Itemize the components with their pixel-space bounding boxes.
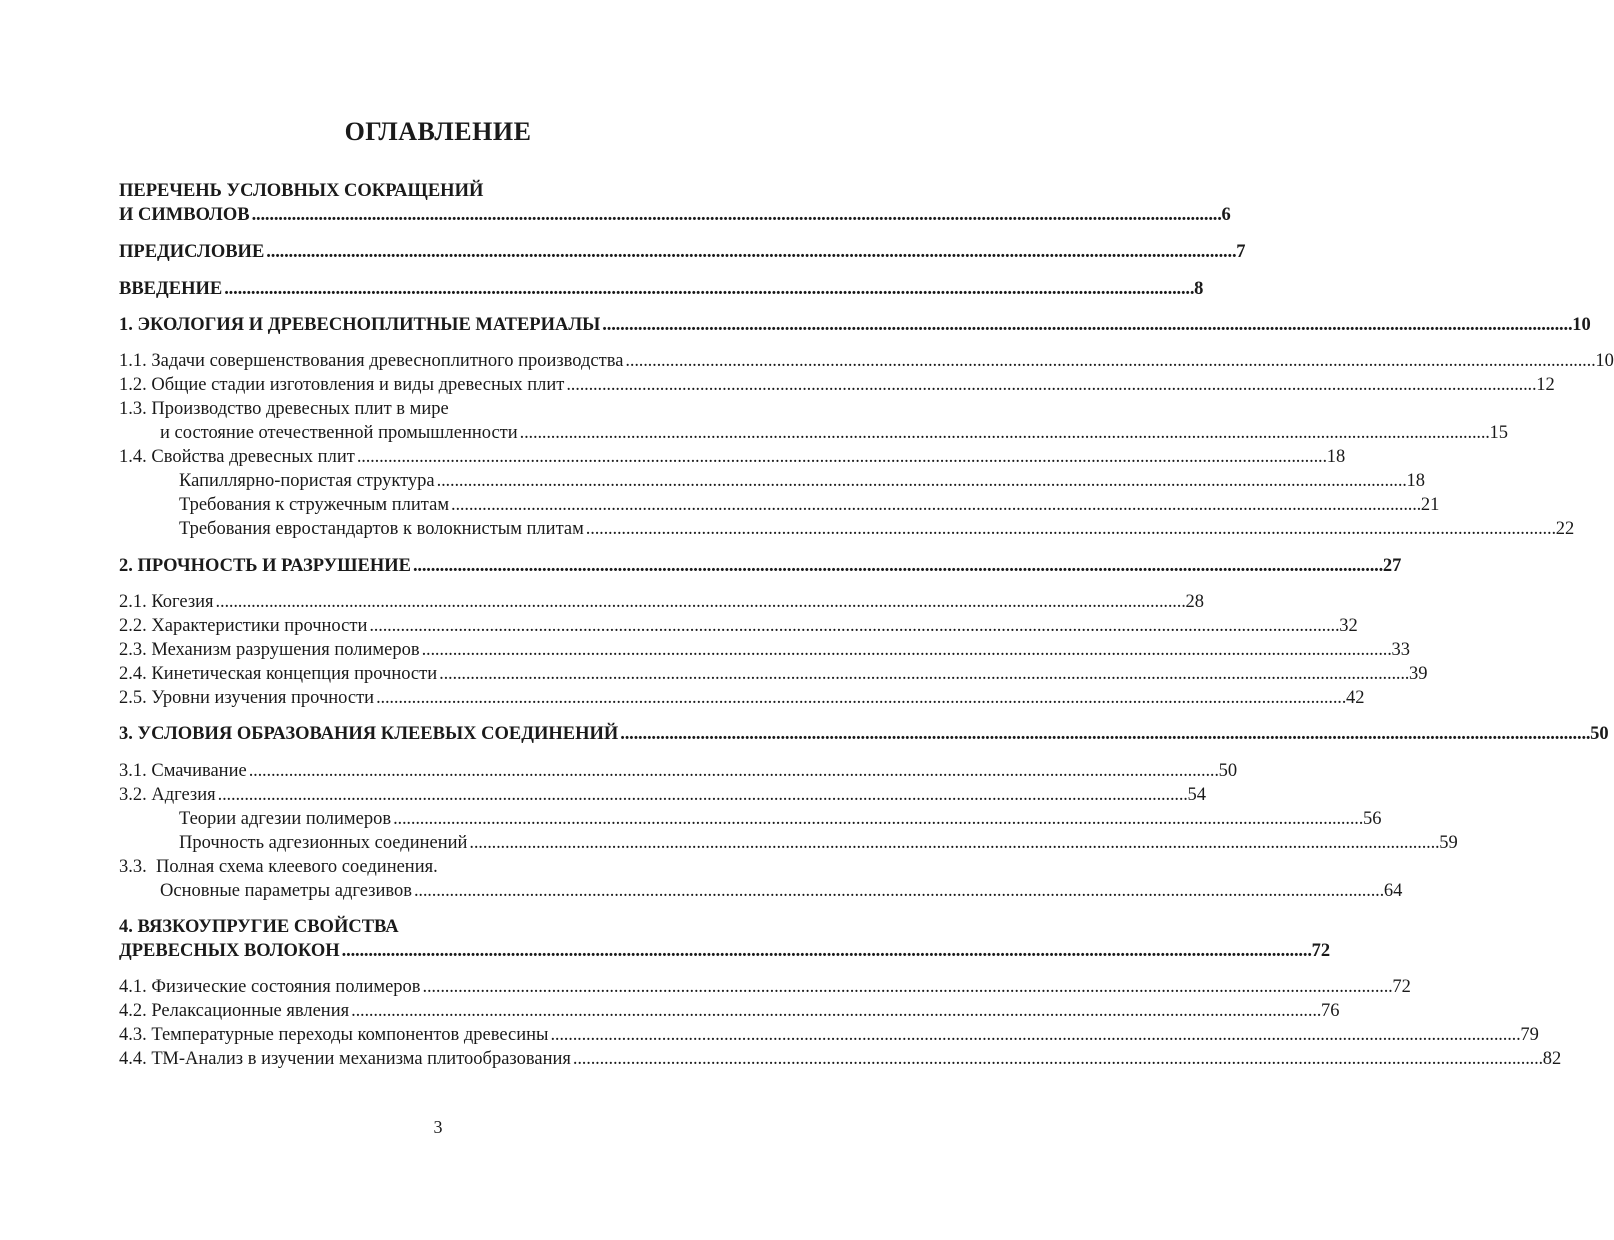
dot-leader [249,759,1217,783]
dot-leader [266,240,1234,264]
toc-page-number: 18 [1406,471,1426,491]
toc-page-number: 56 [1362,809,1382,829]
toc-page-number: 72 [1311,941,1331,961]
toc-entry-label: 2.3. Механизм разрушения полимеров [119,640,420,660]
toc-entry-label: 3. УСЛОВИЯ ОБРАЗОВАНИЯ КЛЕЕВЫХ СОЕДИНЕНИЙ [119,724,619,744]
dot-leader [414,879,1382,903]
toc-abbrev-entry[interactable] [119,203,1231,227]
dot-leader [520,421,1488,445]
dot-leader [550,1023,1518,1047]
toc-entry-label: 2.1. Когезия [119,592,214,612]
toc-entry-label: и состояние отечественной промышленности [160,423,518,443]
toc-entry-label: Требования к стружечным плитам [179,495,450,515]
toc-page-number: 59 [1439,833,1458,853]
toc-page-number: 64 [1383,881,1403,901]
toc-page-number: 8 [1194,279,1204,299]
toc-entry-label: 1.4. Свойства древесных плит [119,447,355,467]
toc-section-2-4[interactable] [119,662,1428,686]
toc-entry-label: 3.1. Смачивание [119,761,247,781]
toc-subsection-3-2-b[interactable] [179,831,1458,855]
dot-leader [357,445,1325,469]
toc-page-number: 10 [1595,351,1614,371]
toc-section-4-1[interactable] [119,975,1411,999]
toc-entry-label: Основные параметры адгезивов [160,881,412,901]
page-title: ОГЛАВЛЕНИЕ [344,117,532,146]
toc-page-number: 22 [1555,519,1575,539]
toc-page-number: 79 [1520,1025,1539,1045]
toc-entry-label: 4.1. Физические состояния полимеров [119,977,421,997]
dot-leader [586,517,1554,541]
toc-section-3-3-line1[interactable]: 3.3. Полная схема клеевого соединения. [119,857,438,877]
toc-section-4-2[interactable] [119,999,1340,1023]
dot-leader [573,1047,1541,1071]
toc-entry-label: 2. ПРОЧНОСТЬ И РАЗРУШЕНИЕ [119,556,411,576]
dot-leader [413,554,1381,578]
dot-leader [451,493,1419,517]
toc-section-4-4[interactable] [119,1047,1562,1071]
toc-entry-label: 1.2. Общие стадии изготовления и виды древесных плит [119,375,565,395]
page-number: 3 [433,1117,443,1137]
toc-entry-label: Капиллярно-пористая структура [179,471,435,491]
dot-leader [437,469,1405,493]
toc-subsection-3-2-a[interactable] [179,807,1382,831]
toc-page-number: 6 [1221,205,1231,225]
toc-page-number: 39 [1409,664,1428,684]
toc-entry-label: ПРЕДИСЛОВИЕ [119,242,265,262]
toc-page-number: 50 [1590,724,1609,744]
toc-entry-label: И СИМВОЛОВ [119,205,250,225]
dot-leader [625,349,1593,373]
toc-page-number: 33 [1391,640,1410,660]
toc-section-3-2[interactable] [119,783,1207,807]
toc-abbrev-line1[interactable]: ПЕРЕЧЕНЬ УСЛОВНЫХ СОКРАЩЕНИЙ [119,181,484,201]
dot-leader [342,939,1310,963]
toc-chapter-1-entry[interactable] [119,313,1591,337]
toc-preface-entry[interactable] [119,240,1246,264]
dot-leader [422,638,1390,662]
toc-subsection-1-4-a[interactable] [179,469,1426,493]
toc-entry-label: 2.2. Характеристики прочности [119,616,368,636]
toc-page-number: 12 [1536,375,1555,395]
dot-leader [218,783,1186,807]
toc-entry-label: 1. ЭКОЛОГИЯ И ДРЕВЕСНОПЛИТНЫЕ МАТЕРИАЛЫ [119,315,601,335]
toc-page-number: 18 [1326,447,1346,467]
toc-entry-label: ДРЕВЕСНЫХ ВОЛОКОН [119,941,340,961]
toc-section-1-3-line1[interactable]: 1.3. Производство древесных плит в мире [119,399,449,419]
toc-section-2-2[interactable] [119,614,1358,638]
toc-entry-label: Требования евростандартов к волокнистым плитам [179,519,584,539]
toc-section-2-3[interactable] [119,638,1410,662]
toc-section-1-1[interactable] [119,349,1614,373]
toc-section-3-3[interactable] [160,879,1403,903]
toc-entry-label: 4.3. Температурные переходы компонентов древесины [119,1025,549,1045]
toc-page-number: 72 [1392,977,1411,997]
toc-page-number: 42 [1345,688,1365,708]
toc-page-number: 15 [1489,423,1509,443]
toc-entry-label: 4.4. ТМ-Анализ в изучении механизма плитообразования [119,1049,571,1069]
dot-leader [439,662,1407,686]
toc-section-2-1[interactable] [119,590,1204,614]
dot-leader [566,373,1534,397]
toc-subsection-1-4-c[interactable] [179,517,1575,541]
toc-page-number: 54 [1187,785,1207,805]
toc-section-3-1[interactable] [119,759,1238,783]
dot-leader [469,831,1437,855]
toc-entry-label: ВВЕДЕНИЕ [119,279,223,299]
toc-subsection-1-4-b[interactable] [179,493,1440,517]
toc-section-1-4[interactable] [119,445,1346,469]
toc-entry-label: 4.2. Релаксационные явления [119,1001,350,1021]
toc-page-number: 82 [1542,1049,1562,1069]
toc-entry-label: Теории адгезии полимеров [179,809,392,829]
toc-section-2-5[interactable] [119,686,1365,710]
toc-section-1-2[interactable] [119,373,1555,397]
dot-leader [252,203,1220,227]
toc-section-4-3[interactable] [119,1023,1539,1047]
toc-entry-label: 2.5. Уровни изучения прочности [119,688,375,708]
toc-chapter-4-line1[interactable]: 4. ВЯЗКОУПРУГИЕ СВОЙСТВА [119,917,399,937]
dot-leader [224,277,1192,301]
dot-leader [423,975,1391,999]
toc-chapter-3-entry[interactable] [119,722,1609,746]
toc-page-number: 10 [1572,315,1591,335]
dot-leader [369,614,1337,638]
toc-chapter-2-entry[interactable] [119,554,1402,578]
toc-intro-entry[interactable] [119,277,1204,301]
toc-section-1-3[interactable] [160,421,1509,445]
dot-leader [351,999,1319,1023]
toc-entry-label: 3.2. Адгезия [119,785,216,805]
toc-page-number: 27 [1382,556,1402,576]
toc-entry-label: 1.1. Задачи совершенствования древесноплитного производства [119,351,624,371]
toc-page-number: 21 [1420,495,1440,515]
dot-leader [393,807,1361,831]
dot-leader [376,686,1344,710]
dot-leader [620,722,1588,746]
toc-page-number: 28 [1185,592,1204,612]
toc-entry-label: Прочность адгезионных соединений [179,833,468,853]
toc-page-number: 76 [1321,1001,1340,1021]
toc-page-number: 50 [1218,761,1238,781]
dot-leader [216,590,1184,614]
toc-page-number: 7 [1236,242,1246,262]
toc-chapter-4-entry[interactable] [119,939,1331,963]
dot-leader [602,313,1570,337]
toc-entry-label: 2.4. Кинетическая концепция прочности [119,664,438,684]
toc-page-number: 32 [1339,616,1358,636]
